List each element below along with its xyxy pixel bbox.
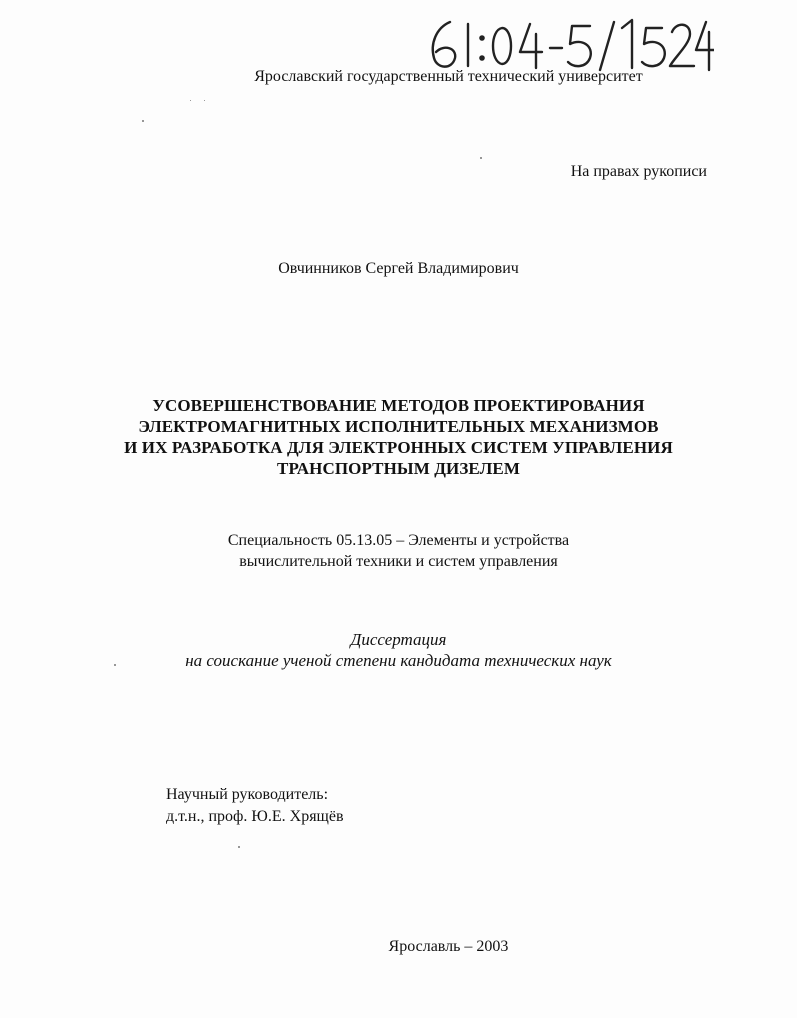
manuscript-rights-note: На правах рукописи	[570, 163, 707, 180]
scan-speck	[142, 120, 144, 122]
author-name: Овчинников Сергей Владимирович	[278, 260, 519, 277]
title-line: ТРАНСПОРТНЫМ ДИЗЕЛЕМ	[277, 459, 520, 478]
speciality-line: Специальность 05.13.05 – Элементы и устройства	[227, 532, 570, 549]
title-line: И ИХ РАЗРАБОТКА ДЛЯ ЭЛЕКТРОННЫХ СИСТЕМ УПРАВЛЕНИЯ	[124, 438, 673, 457]
scan-speck	[114, 664, 116, 666]
speciality-line: вычислительной техники и систем управления	[239, 553, 558, 570]
speciality-block	[0, 530, 797, 572]
title-line: УСОВЕРШЕНСТВОВАНИЕ МЕТОДОВ ПРОЕКТИРОВАНИЯ	[152, 396, 645, 415]
dissertation-line: Диссертация	[350, 630, 447, 649]
supervisor-name: д.т.н., проф. Ю.Е. Хрящёв	[166, 808, 344, 825]
city-year: Ярославль – 2003	[388, 938, 509, 955]
dissertation-title	[0, 395, 797, 479]
dissertation-line: на соискание ученой степени кандидата технических наук	[185, 651, 612, 670]
scan-speck	[190, 100, 191, 101]
scan-speck	[204, 100, 205, 101]
supervisor-block	[166, 784, 344, 828]
scan-speck	[480, 157, 482, 159]
scan-speck	[238, 846, 240, 848]
dissertation-type-block	[0, 629, 797, 671]
title-line: ЭЛЕКТРОМАГНИТНЫХ ИСПОЛНИТЕЛЬНЫХ МЕХАНИЗМОВ	[138, 417, 659, 436]
supervisor-label: Научный руководитель:	[166, 786, 329, 803]
university-name: Ярославский государственный технический университет	[254, 68, 643, 85]
